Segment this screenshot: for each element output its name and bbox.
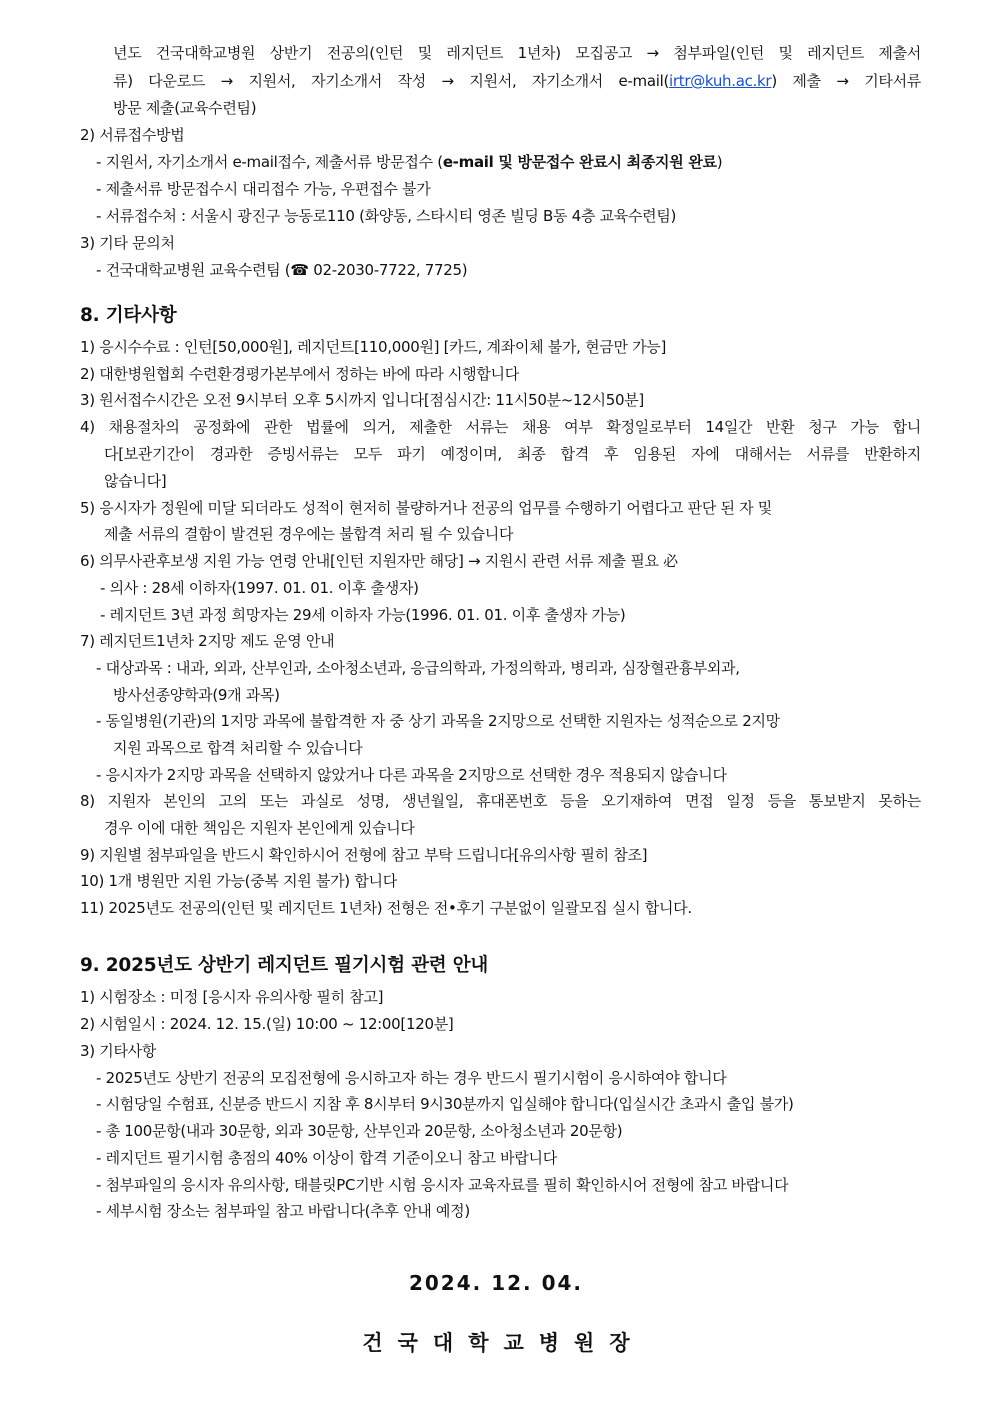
etc-item-8-line-2: 경우 이에 대한 책임은 지원자 본인에게 있습니다	[104, 819, 415, 837]
etc-item-7-bullet-3: - 응시자가 2지망 과목을 선택하지 않았거나 다른 과목을 2지망으로 선택한 경우 적용되지 않습니다	[96, 766, 727, 784]
recruit-process-line-3: 방문 제출(교육수련팀)	[113, 99, 257, 117]
exam-item-1: 1) 시험장소 : 미정 [응시자 유의사항 필히 참고]	[80, 988, 384, 1006]
recruit-process-line-2: 류) 다운로드 → 지원서, 자기소개서 작성 → 지원서, 자기소개서 e-mail(irtr@kuh.ac.kr) 제출 → 기타서류	[113, 72, 921, 90]
etc-item-1: 1) 응시수수료 : 인턴[50,000원], 레지던트[110,000원] [카드, 계좌이체 불가, 현금만 가능]	[80, 338, 667, 356]
etc-item-5-line-2: 제출 서류의 결함이 발견된 경우에는 불합격 처리 될 수 있습니다	[104, 525, 514, 543]
etc-item-4-line-2: 다[보관기간이 경과한 증빙서류는 모두 파기 예정이며, 최종 합격 후 임용된 자에 대해서는 서류를 반환하지	[104, 445, 921, 463]
etc-item-6-bullet-1: - 의사 : 28세 이하자(1997. 01. 01. 이후 출생자)	[100, 579, 419, 597]
submission-method-bullet-1: - 지원서, 자기소개서 e-mail접수, 제출서류 방문접수 (e-mail 및 방문접수 완료시 최종지원 완료)	[96, 153, 723, 171]
exam-bullet-1: - 2025년도 상반기 전공의 모집전형에 응시하고자 하는 경우 반드시 필기시험이 응시하여야 합니다	[96, 1069, 727, 1087]
final-submission-note: e-mail 및 방문접수 완료시 최종지원 완료	[442, 153, 717, 171]
etc-item-7-bullet-1-line-2: 방사선종양학과(9개 과목)	[113, 686, 280, 704]
etc-item-4-line-3: 않습니다]	[104, 472, 167, 490]
etc-item-8-line-1: 8) 지원자 본인의 고의 또는 과실로 성명, 생년월일, 휴대폰번호 등을 오기재하여 면접 일정 등을 통보받지 못하는	[80, 792, 921, 810]
etc-item-7: 7) 레지던트1년차 2지망 제도 운영 안내	[80, 632, 335, 650]
exam-bullet-6: - 세부시험 장소는 첨부파일 참고 바랍니다(추후 안내 예정)	[96, 1202, 470, 1220]
contact-bullet: - 건국대학교병원 교육수련팀 (☎ 02-2030-7722, 7725)	[96, 261, 468, 279]
etc-item-7-bullet-1-line-1: - 대상과목 : 내과, 외과, 산부인과, 소아청소년과, 응급의학과, 가정의학과, 병리과, 심장혈관흉부외과,	[96, 659, 740, 677]
etc-item-3: 3) 원서접수시간은 오전 9시부터 오후 5시까지 입니다[점심시간: 11시50분~12시50분]	[80, 391, 644, 409]
email-link[interactable]: irtr@kuh.ac.kr	[669, 72, 772, 90]
submission-method-bullet-3: - 서류접수처 : 서울시 광진구 능동로110 (화양동, 스타시티 영존 빌딩 B동 4층 교육수련팀)	[96, 207, 677, 225]
exam-bullet-4: - 레지던트 필기시험 총점의 40% 이상이 합격 기준이오니 참고 바랍니다	[96, 1149, 557, 1167]
exam-bullet-2: - 시험당일 수험표, 신분증 반드시 지참 후 8시부터 9시30분까지 입실해야 합니다(입실시간 초과시 출입 불가)	[96, 1095, 794, 1113]
etc-item-5-line-1: 5) 응시자가 정원에 미달 되더라도 성적이 현저히 불량하거나 전공의 업무를 수행하기 어렵다고 판단 된 자 및	[80, 499, 772, 517]
signature-line: 건국대학교병원장	[362, 1331, 645, 1355]
etc-item-9: 9) 지원별 첨부파일을 반드시 확인하시어 전형에 참고 부탁 드립니다[유의사항 필히 참조]	[80, 846, 648, 864]
contact-title: 3) 기타 문의처	[80, 234, 175, 252]
section-9-heading: 9. 2025년도 상반기 레지던트 필기시험 관련 안내	[80, 955, 489, 976]
exam-item-2: 2) 시험일시 : 2024. 12. 15.(일) 10:00 ~ 12:00[120분]	[80, 1015, 454, 1033]
etc-item-7-bullet-2-line-1: - 동일병원(기관)의 1지망 과목에 불합격한 자 중 상기 과목을 2지망으로 선택한 지원자는 성적순으로 2지망	[96, 712, 780, 730]
etc-item-6-bullet-2: - 레지던트 3년 과정 희망자는 29세 이하자 가능(1996. 01. 01. 이후 출생자 가능)	[100, 606, 626, 624]
submission-method-title: 2) 서류접수방법	[80, 126, 185, 144]
exam-bullet-5: - 첨부파일의 응시자 유의사항, 태블릿PC기반 시험 응시자 교육자료를 필히 확인하시어 전형에 참고 바랍니다	[96, 1176, 789, 1194]
document-date: 2024. 12. 04.	[408, 1271, 584, 1295]
etc-item-2: 2) 대한병원협회 수련환경평가본부에서 정하는 바에 따라 시행합니다	[80, 365, 519, 383]
etc-item-11: 11) 2025년도 전공의(인턴 및 레지던트 1년차) 전형은 전•후기 구분없이 일괄모집 실시 합니다.	[80, 899, 692, 917]
section-8-heading: 8. 기타사항	[80, 305, 177, 326]
exam-item-3: 3) 기타사항	[80, 1042, 157, 1060]
etc-item-6: 6) 의무사관후보생 지원 가능 연령 안내[인턴 지원자만 해당] → 지원시 관련 서류 제출 필요 必	[80, 552, 678, 570]
etc-item-4-line-1: 4) 채용절차의 공정화에 관한 법률에 의거, 제출한 서류는 채용 여부 확정일로부터 14일간 반환 청구 가능 합니	[80, 418, 921, 436]
recruit-process-line-1: 년도 건국대학교병원 상반기 전공의(인턴 및 레지던트 1년차) 모집공고 → 첨부파일(인턴 및 레지던트 제출서	[113, 44, 921, 62]
submission-method-bullet-2: - 제출서류 방문접수시 대리접수 가능, 우편접수 불가	[96, 180, 431, 198]
etc-item-10: 10) 1개 병원만 지원 가능(중복 지원 불가) 합니다	[80, 872, 397, 890]
exam-bullet-3: - 총 100문항(내과 30문항, 외과 30문항, 산부인과 20문항, 소아청소년과 20문항)	[96, 1122, 623, 1140]
etc-item-7-bullet-2-line-2: 지원 과목으로 합격 처리할 수 있습니다	[113, 739, 363, 757]
